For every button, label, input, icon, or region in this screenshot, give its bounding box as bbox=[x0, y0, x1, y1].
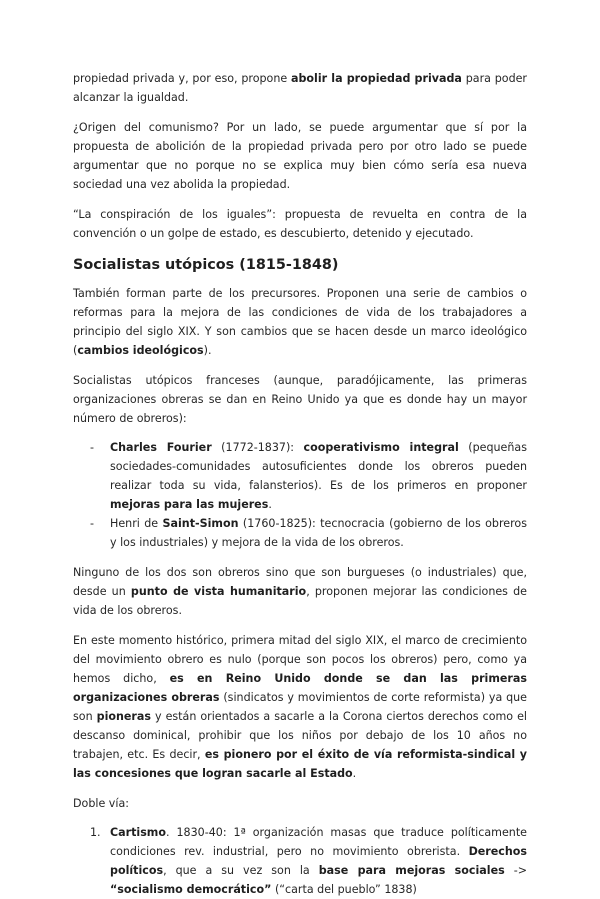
bold-text: Derechos políticos bbox=[110, 845, 527, 877]
text-run: También forman parte de los precursores. Proponen una serie de cambios o reformas para la mejora de las condiciones de vida de los trabajadores a principio del siglo XIX. Y son cambios que se hacen desde un marco ideológico ( bbox=[73, 287, 527, 357]
text-run: , que a su vez son la bbox=[163, 864, 319, 877]
numbered-list bbox=[73, 823, 527, 899]
bold-text: Cartismo bbox=[110, 826, 166, 839]
bold-text: Charles Fourier bbox=[110, 441, 212, 454]
bold-text: cooperativismo integral bbox=[303, 441, 459, 454]
bold-text: abolir la propiedad privada bbox=[291, 72, 462, 85]
text-run: y están orientados a sacarle a la Corona ciertos derechos como el descanso dominical, prohibir que los niños por debajo de los 10 años no trabajen, etc. Es decir, bbox=[73, 710, 528, 761]
text-run: . bbox=[268, 498, 272, 511]
dash-marker: - bbox=[90, 517, 95, 530]
text-run: propiedad privada y, por eso, propone bbox=[73, 72, 291, 85]
text-run: -> bbox=[504, 864, 527, 877]
paragraph bbox=[73, 69, 527, 107]
section-heading: Socialistas utópicos (1815-1848) bbox=[73, 257, 339, 273]
document-page bbox=[73, 69, 527, 899]
list-item bbox=[73, 438, 527, 514]
paragraph bbox=[73, 563, 527, 620]
paragraph: Doble vía: bbox=[73, 797, 129, 810]
bold-text: base para mejoras sociales bbox=[318, 864, 505, 877]
list-item bbox=[73, 823, 527, 899]
text-run: . 1830-40: 1ª organización masas que traduce políticamente condiciones rev. industrial, pero no movimiento obrerista. bbox=[110, 826, 527, 858]
bold-text: mejoras para las mujeres bbox=[110, 498, 269, 511]
text-run: En este momento histórico, primera mitad del siglo XIX, el marco de crecimiento del movimiento obrero es nulo (porque son pocos los obreros) pero, como ya hemos dicho, bbox=[73, 634, 527, 685]
text-run: . bbox=[352, 767, 357, 780]
bold-text: Saint-Simon bbox=[162, 517, 239, 530]
bold-text: es en Reino Unido donde se dan las primeras organizaciones obreras bbox=[73, 672, 527, 704]
bold-text: cambios ideológicos bbox=[77, 344, 204, 357]
list-item bbox=[73, 514, 527, 552]
text-run: Ninguno de los dos son obreros sino que son burgueses (o industriales) que, desde un bbox=[73, 566, 527, 598]
paragraph bbox=[73, 631, 527, 783]
text-run: para poder alcanzar la igualdad. bbox=[73, 72, 527, 104]
paragraph: Socialistas utópicos franceses (aunque, paradójicamente, las primeras organizaciones obreras se dan en Reino Unido ya que es donde hay un mayor número de obreros): bbox=[73, 374, 527, 425]
paragraph: “La conspiración de los iguales”: propuesta de revuelta en contra de la convención o un golpe de estado, es descubierto, detenido y ejecutado. bbox=[73, 208, 527, 240]
bold-text: pioneras bbox=[96, 710, 151, 723]
dash-list bbox=[73, 438, 527, 552]
number-marker: 1. bbox=[90, 826, 101, 839]
text-run: (sindicatos y movimientos de corte reformista) ya que son bbox=[73, 691, 528, 723]
paragraph: ¿Origen del comunismo? Por un lado, se puede argumentar que sí por la propuesta de abolición de la propiedad privada pero por otro lado se puede argumentar que no porque no se explica muy bien cómo sería esa nueva sociedad una vez abolida la propiedad. bbox=[73, 121, 527, 191]
text-run: (“carta del pueblo” 1838) bbox=[271, 883, 417, 896]
text-run: (pequeñas sociedades-comunidades autosuficientes donde los obreros pueden realizar toda su vida, falansterios). Es de los primeros en proponer bbox=[110, 441, 527, 492]
text-run: ). bbox=[203, 344, 212, 357]
text-run: , proponen mejorar las condiciones de vida de los obreros. bbox=[73, 585, 527, 617]
text-run: (1772-1837): bbox=[211, 441, 304, 454]
dash-marker: - bbox=[90, 441, 95, 454]
text-run: (1760-1825): tecnocracia (gobierno de los obreros y los industriales) y mejora de la vida de los obreros. bbox=[110, 517, 528, 549]
bold-text: “socialismo democrático” bbox=[110, 883, 272, 896]
paragraph bbox=[73, 284, 527, 360]
bold-text: es pionero por el éxito de vía reformista-sindical y las concesiones que logran sacarle al Estado bbox=[73, 748, 527, 780]
bold-text: punto de vista humanitario bbox=[130, 585, 307, 598]
text-run: Henri de bbox=[110, 517, 163, 530]
